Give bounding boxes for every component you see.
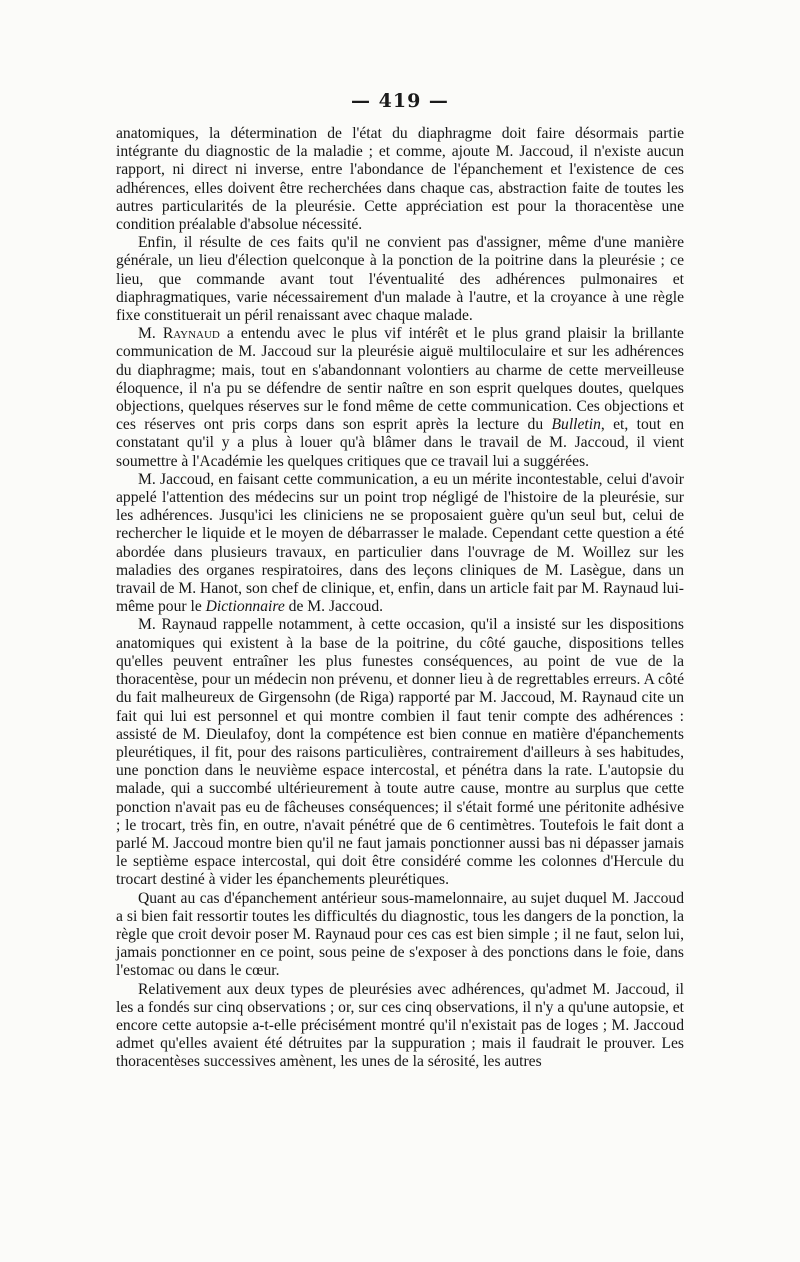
paragraph xyxy=(116,125,684,234)
paragraph xyxy=(116,890,684,981)
paragraph xyxy=(116,325,684,471)
italic-title: Bulletin xyxy=(551,416,601,434)
paragraph xyxy=(116,616,684,889)
text-run: M. Raynaud rappelle notamment, à cette occasion, qu'il a insisté sur les dispositions anatomiques qui existent à la base de la poitrine, du côté gauche, dispositions telles qu'elles peuvent entraîner les plus funestes conséquences, au point de vue de la thoracentèse, pour un médecin non prévenu, et donner lieu à de regrettables erreurs. A côté du fait malheureux de Girgensohn (de Riga) rapporté par M. Jaccoud, M. Raynaud cite un fait qui lui est personnel et qui montre combien il faut tenir compte des adhérences : assisté de M. Dieulafoy, dont la compétence est bien connue en matière d'épanchements pleurétiques, il fit, pour des raisons particulières, contrairement d'ailleurs à ses habitudes, une ponction dans le neuvième espace intercostal, et pénétra dans la rate. L'autopsie du malade, qui a succombé ultérieurement à toute autre cause, montre au surplus que cette ponction n'avait pas eu de fâcheuses conséquences; il s'était formé une péritonite adhésive ; le trocart, très fin, en outre, n'avait pénétré que de 6 centimètres. Toutefois le fait dont a parlé M. Jaccoud montre bien qu'il ne faut jamais ponctionner aussi bas ni dépasser jamais le septième espace intercostal, qui doit être considéré comme les colonnes d'Hercule du trocart destiné à vider les épanchements pleurétiques. xyxy=(116,616,684,889)
paragraph xyxy=(116,471,684,617)
body-text xyxy=(116,125,684,1072)
text-run: Quant au cas d'épanchement antérieur sous-mamelonnaire, au sujet duquel M. Jaccoud a si bien fait ressortir toutes les difficultés du diagnostic, tous les dangers de la ponction, la règle que croit devoir poser M. Raynaud pour ces cas est bien simple ; il ne faut, selon lui, jamais ponctionner en ce point, sous peine de s'exposer à des ponctions dans le foie, dans l'estomac ou dans le cœur. xyxy=(116,889,684,980)
italic-title: Dictionnaire xyxy=(205,598,285,616)
text-run: de M. Jaccoud. xyxy=(284,598,384,616)
text-run: , et, tout en constatant qu'il y a plus à louer qu'à blâmer dans le travail de M. Jaccoud, il vient soumettre à l'Académie les quelques critiques que ce travail lui a suggérées. xyxy=(116,416,684,470)
page-number: — 419 — xyxy=(351,90,449,112)
paragraph xyxy=(116,234,684,325)
text-run: a entendu avec le plus vif intérêt et le plus grand plaisir la brillante communication de M. Jaccoud sur la pleurésie aiguë multiloculaire et sur les adhérences du diaphragme; mais, tout en s'abandonnant volontiers au charme de cette merveilleuse éloquence, il n'a pu se défendre de sentir naître en son esprit quelques doutes, quelques objections, quelques réserves sur le fond même de cette communication. Ces objections et ces réserves ont pris corps dans son esprit après la lecture du xyxy=(116,325,684,434)
text-run: Enfin, il résulte de ces faits qu'il ne convient pas d'assigner, même d'une manière générale, un lieu d'élection quelconque à la ponction de la poitrine dans la pleurésie ; ce lieu, que commande avant tout l'éventualité des adhérences pulmonaires et diaphragmatiques, varie nécessairement d'un malade à l'autre, et la croyance à une règle fixe constituerait un péril renaissant avec chaque malade. xyxy=(116,234,684,325)
text-run: anatomiques, la détermination de l'état du diaphragme doit faire désormais partie intégrante du diagnostic de la maladie ; et comme, ajoute M. Jaccoud, il n'existe aucun rapport, ni direct ni inverse, entre l'abondance de l'épanchement et l'existence de ces adhérences, elles doivent être recherchées dans chaque cas, abstraction faite de toutes les autres particularités de la pleurésie. Cette appréciation est pour la thoracentèse une condition préalable d'absolue nécessité. xyxy=(116,125,684,234)
text-run: M. xyxy=(138,325,163,343)
small-caps-name: Raynaud xyxy=(162,325,220,343)
paragraph xyxy=(116,981,684,1072)
text-run: M. Jaccoud, en faisant cette communication, a eu un mérite incontestable, celui d'avoir appelé l'attention des médecins sur un point trop négligé de l'histoire de la pleurésie, sur les adhérences. Jusqu'ici les cliniciens ne se proposaient guère qu'un seul but, celui de rechercher le liquide et le moyen de débarrasser le malade. Cependant cette question a été abordée dans plusieurs travaux, en particulier dans l'ouvrage de M. Woillez sur les maladies des organes respiratoires, dans des leçons cliniques de M. Lasègue, dans un travail de M. Hanot, son chef de clinique, et, enfin, dans un article fait par M. Raynaud lui-même pour le xyxy=(116,470,684,616)
text-run: Relativement aux deux types de pleurésies avec adhérences, qu'admet M. Jaccoud, il les a fondés sur cinq observations ; or, sur ces cinq observations, il n'y a qu'une autopsie, et encore cette autopsie a-t-elle précisément montré qu'il n'existait pas de loges ; M. Jaccoud admet qu'elles avaient été détruites par la suppuration ; mais il faudrait le prouver. Les thoracentèses successives amènent, les unes de la sérosité, les autres xyxy=(116,980,684,1071)
